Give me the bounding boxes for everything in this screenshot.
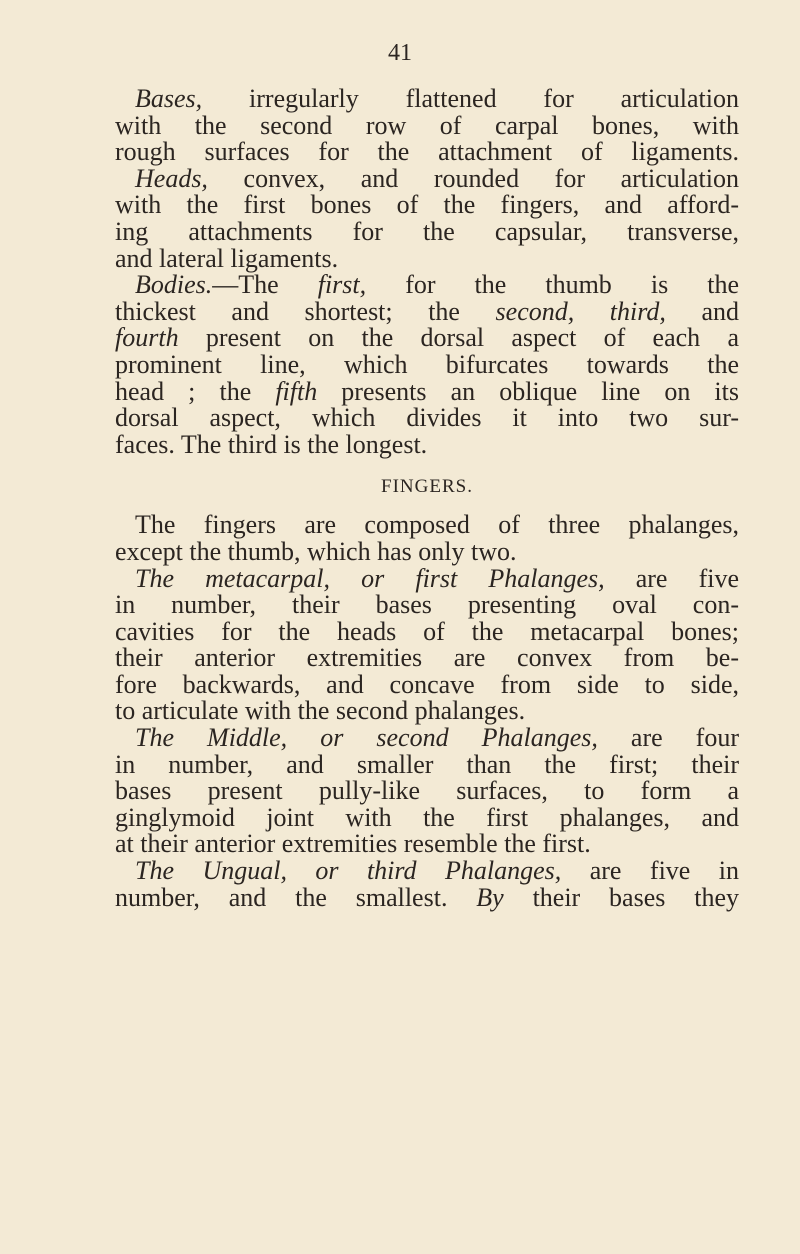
text-line [115, 163, 739, 193]
italic-text: first, [317, 270, 367, 300]
text-line [115, 563, 739, 593]
text-run: present on the dorsal aspect of each a [178, 323, 739, 353]
text-line [115, 110, 739, 140]
text-line [115, 296, 739, 326]
text-run: The fingers are composed of three phalanges, [135, 510, 739, 540]
text-run: prominent line, which bifurcates towards the [115, 349, 739, 379]
text-run: cavities for the heads of the metacarpal bones; [115, 616, 739, 646]
text-run: rough surfaces for the attachment of ligaments. [115, 137, 739, 167]
text-run: are four [597, 723, 739, 753]
text-run: fore backwards, and concave from side to side, [115, 669, 739, 699]
italic-text: The metacarpal, or first Phalanges, [135, 563, 605, 593]
text-line [115, 192, 739, 219]
italic-text: The Ungual, or third Phalanges, [135, 856, 562, 886]
text-run: their bases they [503, 882, 739, 912]
text-line [115, 216, 739, 246]
text-line [115, 512, 739, 539]
text-run: and lateral ligaments. [115, 243, 339, 273]
italic-text: second, third, [495, 296, 666, 326]
text-run: for the thumb is the [366, 270, 739, 300]
text-line [115, 376, 739, 406]
text-line [115, 592, 739, 619]
text-line [115, 272, 739, 299]
italic-text: Bases, [135, 84, 203, 113]
text-run: ginglymoid joint with the first phalanges, and [115, 802, 739, 832]
text-line [115, 325, 739, 352]
text-line [115, 86, 739, 113]
text-line [115, 725, 739, 752]
text-line [115, 139, 739, 166]
paragraph [115, 86, 739, 458]
body-text [115, 86, 739, 911]
text-line [115, 429, 739, 459]
text-run: —The [212, 270, 318, 300]
text-run: with the second row of carpal bones, with [115, 110, 739, 140]
paragraph [115, 512, 739, 911]
text-line [115, 778, 739, 805]
italic-text: Heads, [135, 163, 208, 193]
text-line [115, 669, 739, 699]
text-run: are five in [561, 856, 740, 886]
text-run: head ; the [115, 376, 276, 406]
text-run: in number, their bases presenting oval con- [115, 590, 739, 620]
text-run: are five [604, 563, 739, 593]
text-run: ing attachments for the capsular, transverse, [115, 216, 739, 246]
text-run: faces. The third is the longest. [115, 429, 428, 459]
text-run: and [665, 296, 739, 326]
text-line [115, 349, 739, 379]
text-line [115, 882, 739, 912]
text-run: except the thumb, which has only two. [115, 536, 517, 566]
text-line [115, 858, 739, 885]
text-run: their anterior extremities are convex from be- [115, 643, 739, 673]
text-line [115, 243, 739, 273]
text-run: irregularly flattened for articulation [202, 84, 739, 113]
text-run: with the first bones of the fingers, and afford- [115, 190, 739, 220]
text-run: presents an oblique line on its [317, 376, 739, 406]
text-line [115, 802, 739, 832]
text-line [115, 749, 739, 779]
italic-text: The Middle, or second Phalanges, [135, 723, 598, 753]
italic-text: Bodies. [135, 270, 213, 300]
text-run: at their anterior extremities resemble the first. [115, 829, 591, 859]
text-line [115, 831, 739, 858]
text-run: convex, and rounded for articulation [207, 163, 739, 193]
text-run: number, and the smallest. [115, 882, 477, 912]
italic-text: fifth [275, 376, 318, 406]
text-line [115, 616, 739, 646]
text-line [115, 405, 739, 432]
italic-text: By [476, 882, 504, 912]
italic-text: fourth [115, 323, 179, 353]
text-run: dorsal aspect, which divides it into two sur- [115, 403, 739, 433]
section-heading: FINGERS. [381, 476, 473, 498]
text-run: in number, and smaller than the first; their [115, 749, 739, 779]
text-run: to articulate with the second phalanges. [115, 696, 526, 726]
text-run: thickest and shortest; the [115, 296, 496, 326]
text-line [115, 698, 739, 725]
text-line [115, 645, 739, 672]
page-number: 41 [388, 40, 412, 66]
text-run: bases present pully-like surfaces, to form a [115, 776, 739, 806]
text-line [115, 536, 739, 566]
